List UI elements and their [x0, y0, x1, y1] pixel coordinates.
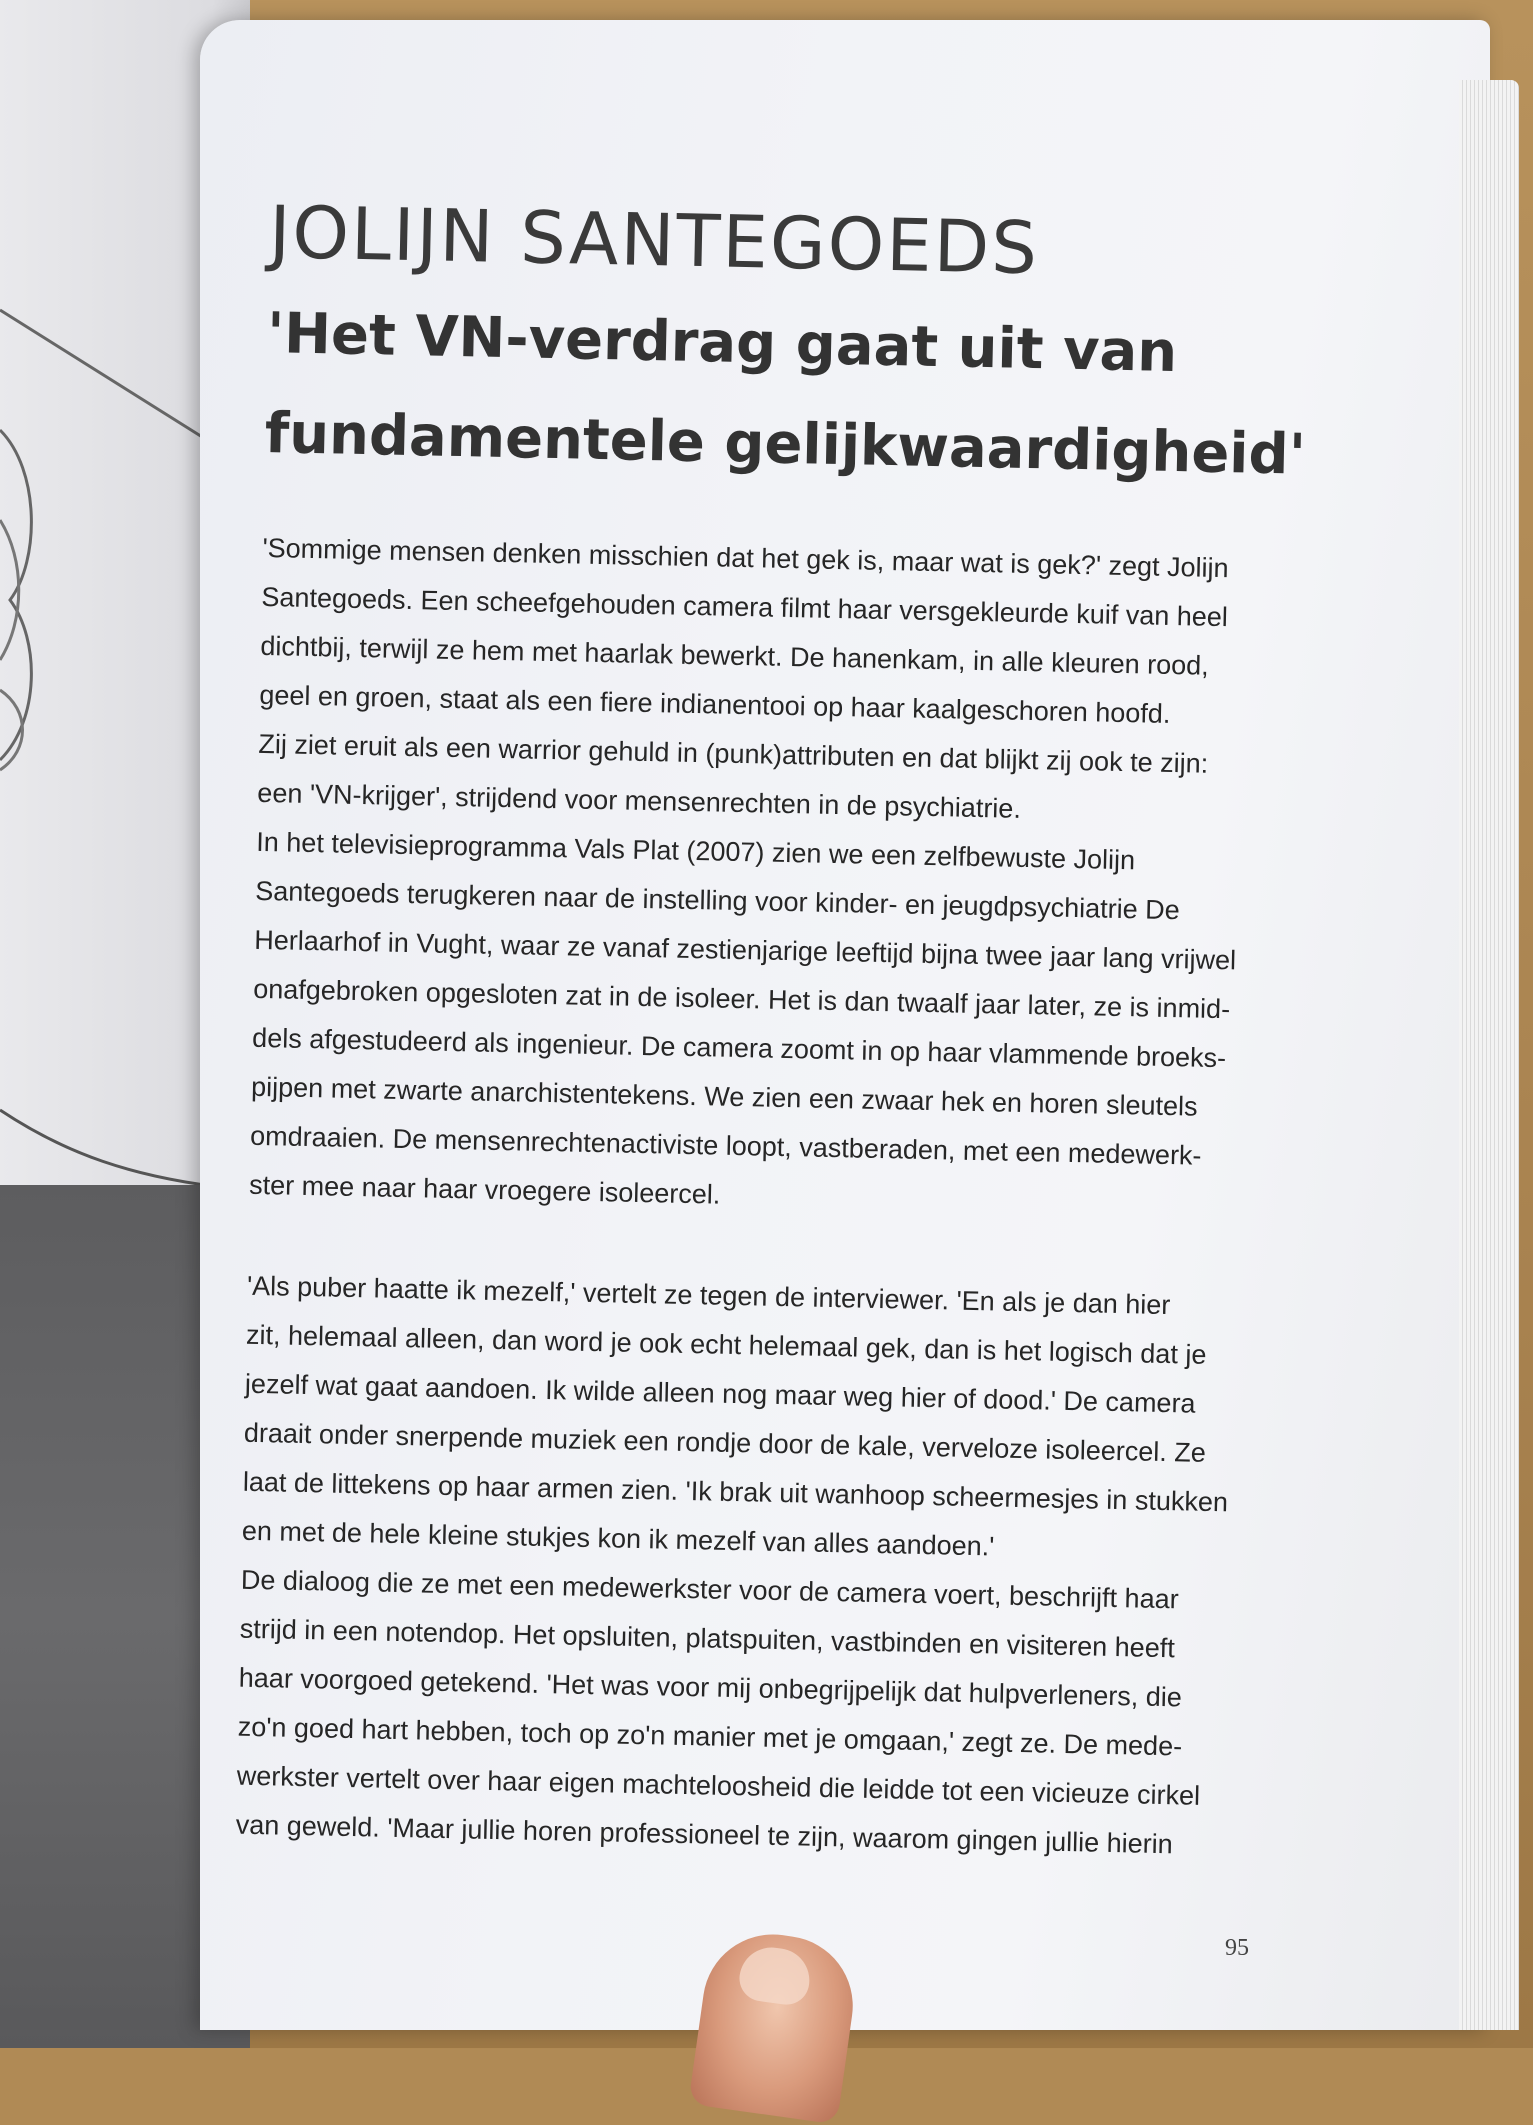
text-line: zo'n goed hart hebben, toch op zo'n manier met je omgaan,' zegt ze. De mede- [237, 1711, 1183, 1762]
text-line: ster mee naar haar vroegere isoleercel. [248, 1169, 721, 1210]
page-number: 95 [1225, 1935, 1249, 1961]
text-line: dichtbij, terwijl ze hem met haarlak bewerkt. De hanenkam, in alle kleuren rood, [260, 630, 1210, 681]
text-line: draait onder snerpende muziek een rondje door de kale, verveloze isoleercel. Ze [243, 1417, 1207, 1468]
chapter-subtitle [264, 284, 1307, 505]
text-line: De dialoog die ze met een medewerkster voor de camera voert, beschrijft haar [240, 1564, 1179, 1615]
text-line: haar voorgoed getekend. 'Het was voor mij onbegrijpelijk dat hulpverleners, die [238, 1662, 1183, 1713]
text-line: onafgebroken opgesloten zat in de isoleer. Het is dan twaalf jaar later, ze is inmid- [252, 973, 1231, 1025]
paragraph-1 [249, 524, 1283, 1231]
page-content [234, 190, 1307, 1923]
text-line: In het televisieprogramma Vals Plat (2007) zien we een zelfbewuste Jolijn [256, 826, 1136, 876]
chapter-name: JOLIJN SANTEGOEDS [268, 190, 1040, 291]
subtitle-line: fundamentele gelijkwaardigheid' [264, 400, 1307, 488]
text-line: geel en groen, staat als een fiere indianentooi op haar kaalgeschoren hoofd. [259, 679, 1171, 729]
text-line: omdraaien. De mensenrechtenactiviste loopt, vastberaden, met een medewerk- [249, 1120, 1202, 1171]
text-line: Herlaarhof in Vught, waar ze vanaf zestienjarige leeftijd bijna twee jaar lang vrijwel [253, 924, 1237, 976]
subtitle-line: 'Het VN-verdrag gaat uit van [266, 300, 1178, 386]
text-line: 'Sommige mensen denken misschien dat het gek is, maar wat is gek?' zegt Jolijn [262, 532, 1229, 584]
text-line: Zij ziet eruit als een warrior gehuld in (punk)attributen en dat blijkt zij ook te zijn: [258, 728, 1209, 779]
page-edges [1459, 80, 1519, 2030]
paragraph-2 [235, 1262, 1267, 1871]
text-line: 'Als puber haatte ik mezelf,' vertelt ze tegen de interviewer. 'En als je dan hier [246, 1270, 1171, 1321]
text-line: strijd in een notendop. Het opsluiten, platspuiten, vastbinden en visiteren heeft [239, 1613, 1176, 1664]
text-line: Santegoeds. Een scheefgehouden camera filmt haar versgekleurde kuif van heel [261, 581, 1229, 633]
text-line: zit, helemaal alleen, dan word je ook echt helemaal gek, dan is het logisch dat je [245, 1319, 1207, 1370]
text-line: pijpen met zwarte anarchistentekens. We zien een zwaar hek en horen sleutels [250, 1071, 1198, 1122]
text-line: en met de hele kleine stukjes kon ik mezelf van alles aandoen.' [241, 1515, 995, 1562]
text-line: laat de littekens op haar armen zien. 'Ik brak uit wanhoop scheermesjes in stukken [242, 1466, 1229, 1518]
text-line: Santegoeds terugkeren naar de instelling voor kinder- en jeugdpsychiatrie De [255, 875, 1181, 926]
text-line: werkster vertelt over haar eigen machteloosheid die leidde tot een vicieuze cirkel [236, 1760, 1201, 1811]
text-line: een 'VN-krijger', strijdend voor mensenrechten in de psychiatrie. [257, 777, 1022, 824]
text-line: van geweld. 'Maar jullie horen professioneel te zijn, waarom gingen jullie hierin [235, 1809, 1174, 1860]
text-line: jezelf wat gaat aandoen. Ik wilde alleen nog maar weg hier of dood.' De camera [244, 1368, 1196, 1419]
text-line: dels afgestudeerd als ingenieur. De camera zoomt in op haar vlammende broeks- [251, 1022, 1227, 1074]
